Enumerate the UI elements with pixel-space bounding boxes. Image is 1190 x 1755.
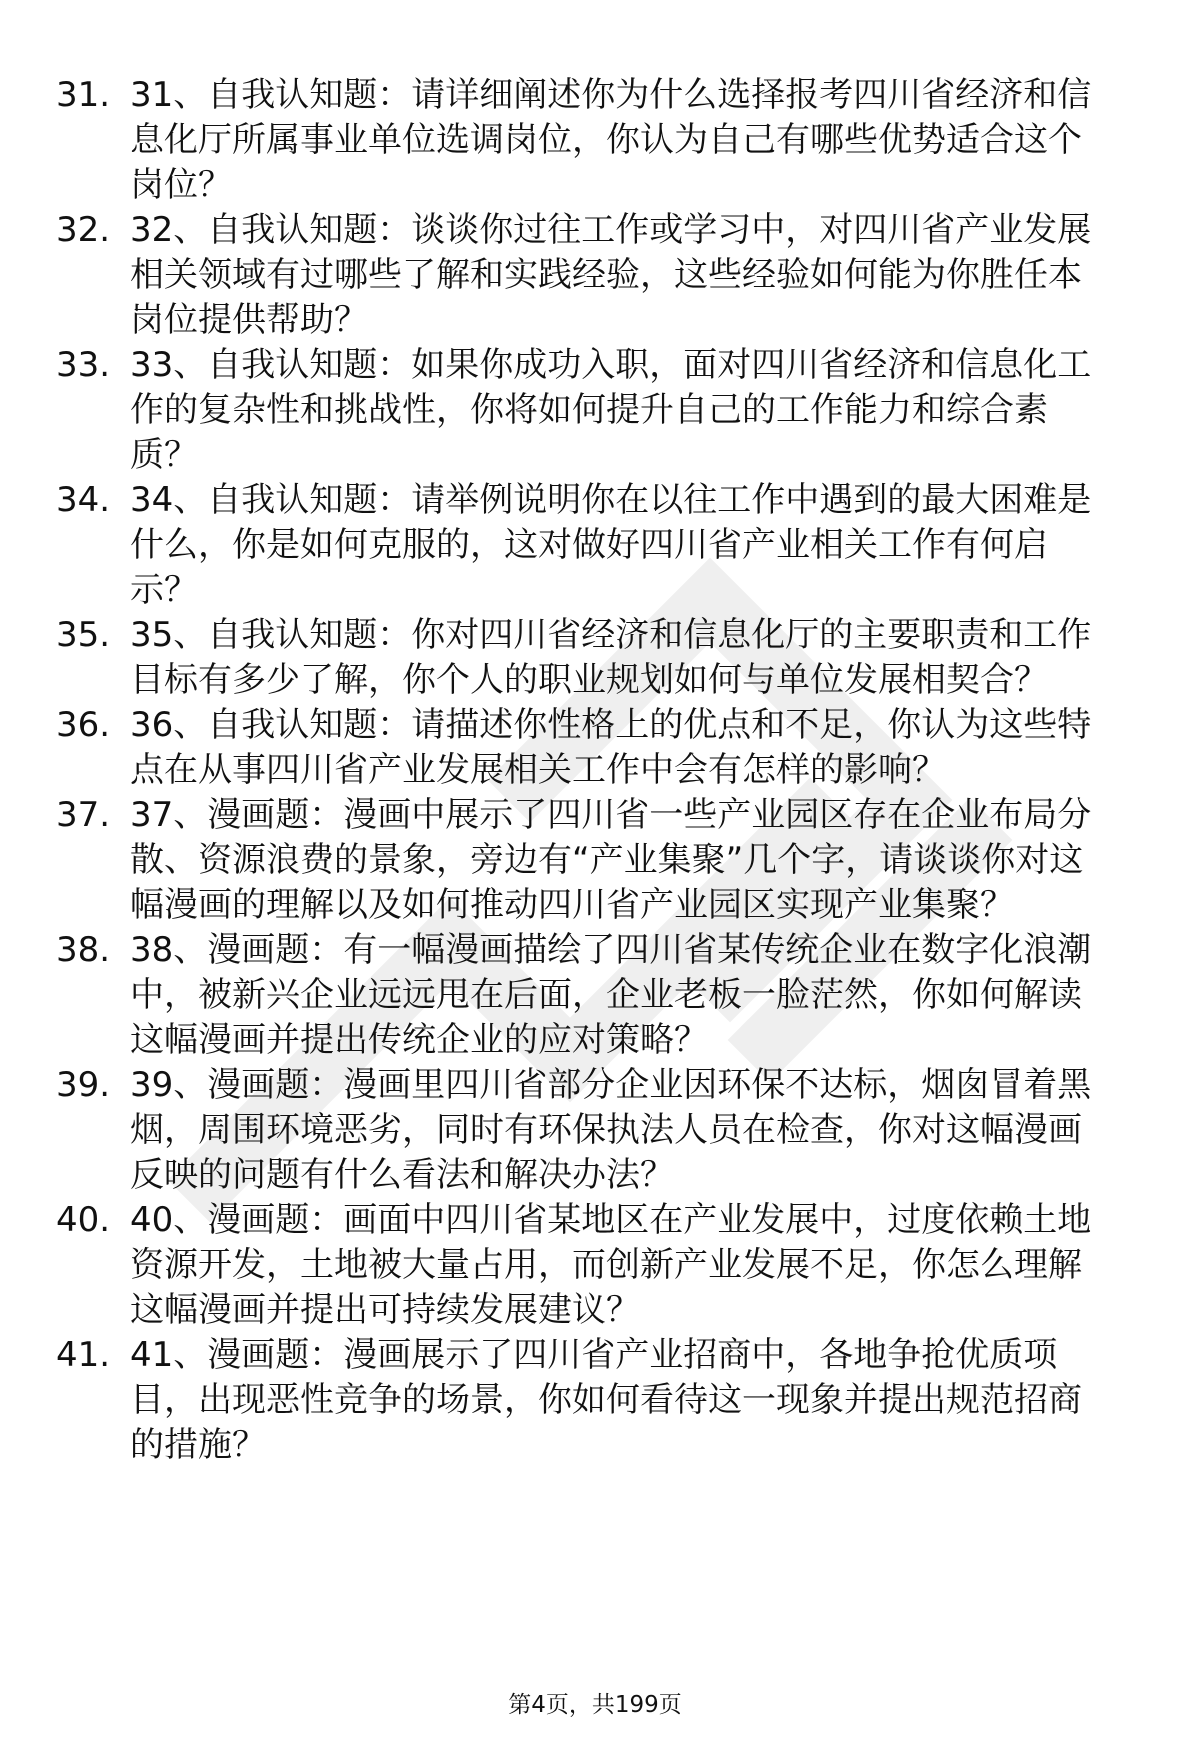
question-text-line: 这幅漫画并提出可持续发展建议？ <box>130 1290 640 1330</box>
question-text-line: 岗位？ <box>130 165 232 205</box>
question-text-line: 中，被新兴企业远远甩在后面，企业老板一脸茫然，你如何解读 <box>130 975 1082 1015</box>
question-text-line: 36、自我认知题：请描述你性格上的优点和不足，你认为这些特 <box>130 705 1092 745</box>
question-item-31 <box>0 72 1190 212</box>
question-text-line: 31、自我认知题：请详细阐述你为什么选择报考四川省经济和信 <box>130 75 1092 115</box>
question-text-line: 质？ <box>130 435 198 475</box>
question-number: 41. <box>56 1335 111 1375</box>
question-text-line: 作的复杂性和挑战性，你将如何提升自己的工作能力和综合素 <box>130 390 1048 430</box>
question-text-line: 点在从事四川省产业发展相关工作中会有怎样的影响？ <box>130 750 946 790</box>
question-text-line: 资源开发，土地被大量占用，而创新产业发展不足，你怎么理解 <box>130 1245 1082 1285</box>
question-number: 38. <box>56 930 111 970</box>
question-text-line: 40、漫画题：画面中四川省某地区在产业发展中，过度依赖土地 <box>130 1200 1092 1240</box>
question-number: 40. <box>56 1200 111 1240</box>
question-number: 33. <box>56 345 111 385</box>
page-number-footer: 第4页，共199页 <box>508 1692 682 1718</box>
question-text-line: 目标有多少了解，你个人的职业规划如何与单位发展相契合？ <box>130 660 1048 700</box>
question-number: 36. <box>56 705 111 745</box>
question-text-line: 39、漫画题：漫画里四川省部分企业因环保不达标，烟囱冒着黑 <box>130 1065 1092 1105</box>
question-item-40 <box>0 1197 1190 1337</box>
question-text-line: 幅漫画的理解以及如何推动四川省产业园区实现产业集聚？ <box>130 885 1014 925</box>
question-number: 32. <box>56 210 111 250</box>
question-item-39 <box>0 1062 1190 1202</box>
question-item-32 <box>0 207 1190 347</box>
question-number: 39. <box>56 1065 111 1105</box>
question-item-37 <box>0 792 1190 932</box>
question-text-line: 岗位提供帮助？ <box>130 300 368 340</box>
question-number: 31. <box>56 75 111 115</box>
question-item-41 <box>0 1332 1190 1472</box>
question-number: 37. <box>56 795 111 835</box>
question-text-line: 示？ <box>130 570 198 610</box>
question-text-line: 41、漫画题：漫画展示了四川省产业招商中，各地争抢优质项 <box>130 1335 1058 1375</box>
question-text-line: 反映的问题有什么看法和解决办法？ <box>130 1155 674 1195</box>
question-number: 34. <box>56 480 111 520</box>
question-text-line: 什么，你是如何克服的，这对做好四川省产业相关工作有何启 <box>130 525 1048 565</box>
question-text-line: 这幅漫画并提出传统企业的应对策略？ <box>130 1020 708 1060</box>
question-item-38 <box>0 927 1190 1067</box>
question-text-line: 35、自我认知题：你对四川省经济和信息化厅的主要职责和工作 <box>130 615 1092 655</box>
question-item-33 <box>0 342 1190 482</box>
question-text-line: 散、资源浪费的景象，旁边有“产业集聚”几个字，请谈谈你对这 <box>130 840 1084 880</box>
question-text-line: 34、自我认知题：请举例说明你在以往工作中遇到的最大困难是 <box>130 480 1092 520</box>
question-item-34 <box>0 477 1190 617</box>
question-text-line: 目，出现恶性竞争的场景，你如何看待这一现象并提出规范招商 <box>130 1380 1082 1420</box>
question-text-line: 32、自我认知题：谈谈你过往工作或学习中，对四川省产业发展 <box>130 210 1092 250</box>
question-text-line: 38、漫画题：有一幅漫画描绘了四川省某传统企业在数字化浪潮 <box>130 930 1092 970</box>
question-number: 35. <box>56 615 111 655</box>
question-text-line: 的措施？ <box>130 1425 266 1465</box>
question-text-line: 相关领域有过哪些了解和实践经验，这些经验如何能为你胜任本 <box>130 255 1082 295</box>
question-text-line: 37、漫画题：漫画中展示了四川省一些产业园区存在企业布局分 <box>130 795 1092 835</box>
question-text-line: 息化厅所属事业单位选调岗位，你认为自己有哪些优势适合这个 <box>130 120 1082 160</box>
question-text-line: 烟，周围环境恶劣，同时有环保执法人员在检查，你对这幅漫画 <box>130 1110 1082 1150</box>
question-text-line: 33、自我认知题：如果你成功入职，面对四川省经济和信息化工 <box>130 345 1092 385</box>
